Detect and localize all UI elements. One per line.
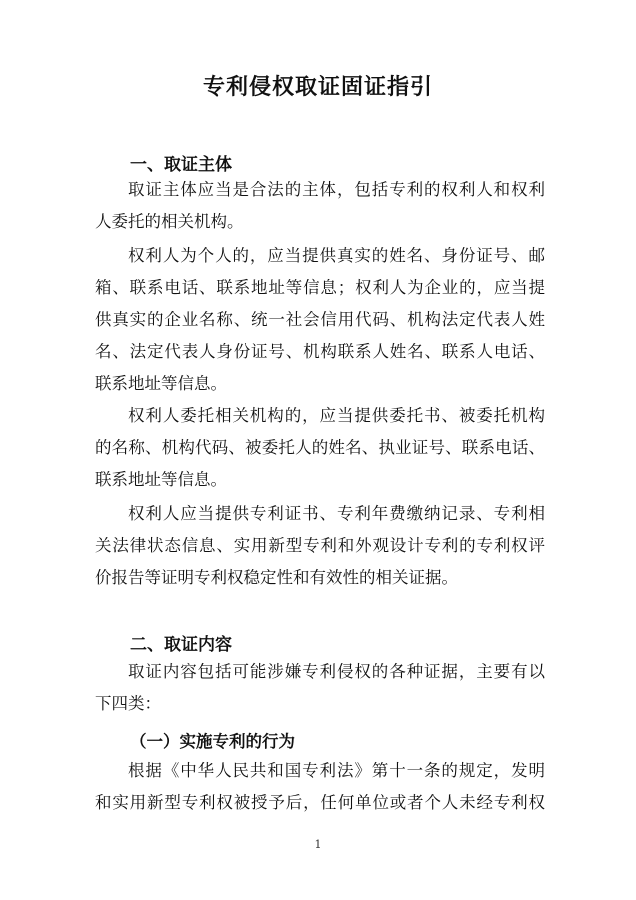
text-line: 联系地址等信息。	[95, 374, 227, 393]
text-line: 名、法定代表人身份证号、机构联系人姓名、联系人电话、	[95, 342, 545, 361]
paragraph-patent-law-article	[95, 755, 545, 819]
text-line: 权利人委托相关机构的，应当提供委托书、被委托机构	[128, 406, 545, 425]
text-line: 人委托的相关机构。	[95, 212, 244, 231]
text-line: 下四类：	[95, 694, 161, 713]
text-line: 价报告等证明专利权稳定性和有效性的相关证据。	[95, 568, 458, 587]
text-line: 和实用新型专利权被授予后，任何单位或者个人未经专利权	[95, 793, 545, 812]
section-heading-content: 二、取证内容	[130, 635, 232, 655]
text-line: 的名称、机构代码、被委托人的姓名、执业证号、联系电话、	[95, 438, 545, 457]
text-line: 箱、联系电话、联系地址等信息；权利人为企业的，应当提	[95, 278, 545, 297]
text-line: 联系地址等信息。	[95, 470, 227, 489]
subheading-implementation-acts: （一）实施专利的行为	[130, 732, 295, 751]
paragraph-subject-definition	[95, 174, 545, 238]
text-line: 供真实的企业名称、统一社会信用代码、机构法定代表人姓	[95, 310, 545, 329]
paragraph-content-overview	[95, 656, 545, 720]
document-title: 专利侵权取证固证指引	[202, 74, 433, 100]
text-line: 根据《中华人民共和国专利法》第十一条的规定，发明	[128, 761, 545, 780]
text-line: 权利人为个人的，应当提供真实的姓名、身份证号、邮	[128, 246, 545, 265]
text-line: 权利人应当提供专利证书、专利年费缴纳记录、专利相	[128, 504, 545, 523]
text-line: 取证主体应当是合法的主体，包括专利的权利人和权利	[128, 180, 545, 199]
page-number: 1	[314, 838, 322, 851]
text-line: 关法律状态信息、实用新型专利和外观设计专利的专利权评	[95, 536, 545, 555]
paragraph-entrusted-agency	[95, 400, 545, 496]
paragraph-individual-rights-holder	[95, 240, 545, 400]
paragraph-patent-evidence	[95, 498, 545, 594]
section-heading-subject: 一、取证主体	[130, 155, 232, 175]
text-line: 取证内容包括可能涉嫌专利侵权的各种证据，主要有以	[128, 662, 545, 681]
